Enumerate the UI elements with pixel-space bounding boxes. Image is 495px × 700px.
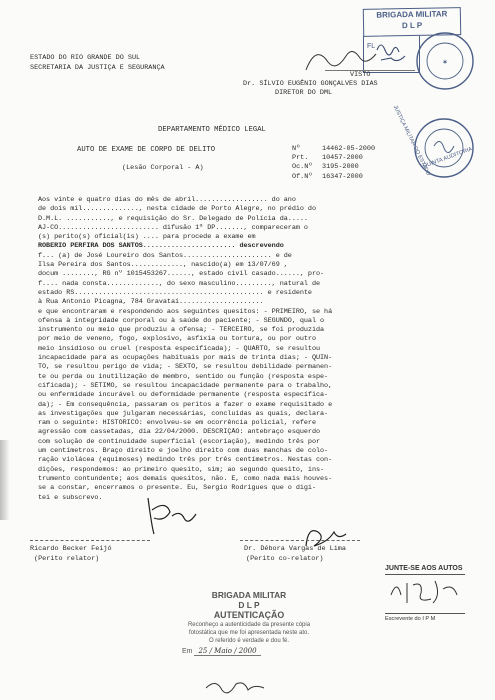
round-stamp-inner: QUINTA AUDITORIA (422, 146, 474, 170)
military-court-stamp-top (414, 30, 476, 92)
body-line: ou enfermidade incurável ou deformidade permanente (resposta específica- (38, 391, 329, 400)
document-subtitle: (Lesão Corporal - A) (122, 164, 204, 172)
relator-signature-line (30, 540, 150, 541)
co-relator-role: (Perito co-relator) (246, 555, 324, 563)
auth-date-prefix: Em (182, 648, 193, 655)
authentication-stamp (172, 590, 326, 680)
relator-role: (Perito relator) (34, 555, 100, 563)
auth-stamp-date-row (172, 646, 326, 657)
body-line: à Rua Antonio Picagna, 784 Gravataí..................... (38, 298, 264, 307)
juntese-handwriting (385, 575, 465, 609)
auth-stamp-heading: AUTENTICAÇÃO (213, 610, 285, 620)
reference-row: Nº 14462-05-2000 (292, 145, 376, 153)
juntese-title: JUNTE-SE AOS AUTOS (385, 564, 465, 575)
body-line: tei e subscrevo. (38, 493, 103, 502)
reference-numbers (292, 145, 375, 182)
auth-date-value: 25 / Maio / 2000 (194, 647, 260, 656)
copy-edge-shadow (0, 440, 10, 520)
body-line: docum ........, RG nº 1015453267......, estado civil casado......, pro- (38, 270, 325, 279)
body-line: estado RS............................................... e residente (38, 288, 312, 297)
juntese-footer: Escrevente do I P M (385, 613, 465, 624)
director-signature (300, 40, 390, 80)
body-line: e que encontraram e respondendo aos seguintes quesitos: - PRIMEIRO, se há (38, 307, 333, 316)
reference-row: Of.Nº 16347-2000 (292, 172, 363, 181)
body-line: ração violácea (equimoses) medindo três por três centímetros. Nestas con- (38, 456, 333, 465)
body-line: com solução de continuidade superficial (escoriação), medindo três por (38, 437, 321, 446)
body-line: ofensa à integridade corporal ou à saúde do paciente; - SEGUNDO, qual o (38, 316, 325, 325)
body-line: instrumento ou meio que produziu a ofensa; - TERCEIRO, se foi produzida (38, 326, 325, 335)
auth-stamp-text1: Reconheço a autenticidade da presente cópia (187, 622, 311, 628)
exam-body-text (38, 196, 478, 503)
body-line: se a constar, encerramos o presente. Eu, Sergio Rodrigues que o digi- (38, 484, 316, 493)
body-line: te ou perda ou inutilização de membro, sentido ou função (resposta espe- (38, 372, 329, 381)
body-line: ram o seguinte: HISTÓRICO: envolveu-se em ocorrência policial, refere (38, 419, 316, 428)
body-line: por meio de veneno, fogo, explosivo, asfixia ou tortura, ou por outro (38, 335, 316, 344)
visto-label: VISTO (350, 71, 371, 79)
body-line: de dois mil.............., nesta cidade de Porto Alegre, no prédio do (38, 205, 316, 214)
body-line: Ilsa Pereira dos Santos............., nascido(a) em 13/07/69 , (38, 261, 288, 270)
body-line: um centímetros. Braço direito e joelho direito com duas manchas de colo- (38, 447, 329, 456)
auth-stamp-text3: O referido é verdade e dou fé. (208, 638, 290, 644)
reference-row: Prt. 10457-2000 (292, 154, 363, 163)
body-line: dições, respondemos: ao primeiro quesito, sim; ao segundo quesito, ins- (38, 465, 325, 474)
secretariat-line: SECRETARIA DA JUSTIÇA E SEGURANÇA (30, 64, 165, 72)
body-line: cificada); - SÉTIMO, se resultou incapacidade permanente para o trabalho, (38, 381, 333, 390)
auth-stamp-line2: D L P (238, 600, 260, 610)
corner-stamp-subtitle: D L P (401, 20, 423, 31)
patient-name-line: ROBERIO PERFIRA DOS SANTOS....................... descrevendo (38, 242, 284, 251)
body-line: f... (a) de José Loureiro dos Santos...................... e de (38, 251, 292, 260)
body-line: f.... nada consta............., do sexo masculino........., natural de (38, 279, 321, 288)
body-line: TO, se resultou perigo de vida; - SEXTO, se resultou debilidade permanen- (38, 363, 333, 372)
approver-role: DIRETOR DO DML (275, 89, 333, 97)
body-line: agressão com cassetadas, dia 22/04/2000. DESCRIÇÃO: antebraço esquerdo (38, 428, 321, 437)
reference-row: Oc.Nº 3195-2000 (292, 163, 359, 172)
body-line: incapacidade para as ocupações habituais por mais de trinta dias; - QUIN- (38, 354, 333, 363)
body-line: AJ-CO......................... difusão 1ª DP......., compareceram o (38, 223, 308, 232)
body-line: trumento contundente; aos demais quesitos, não. E, como nada mais houves- (38, 474, 333, 483)
body-line: as investigações que julgaram necessárias, concluídas as quais, declara- (38, 409, 329, 418)
body-line: (s) perito(s) oficial(is) .... para procede a exame em (38, 233, 256, 242)
auth-stamp-text2: fotostática que me foi apresentada neste ato. (188, 630, 310, 636)
auth-stamp-line1: BRIGADA MILITAR (211, 590, 287, 600)
co-relator-name: Dr. Débora Vargas de Lima (244, 545, 346, 553)
round-stamp-ring: JUSTIÇA MILITAR DO ESTADO (391, 104, 432, 177)
auth-stamp-signature (202, 676, 272, 696)
corner-stamp-title: BRIGADA MILITAR (376, 9, 448, 20)
juntese-stamp (385, 564, 465, 622)
relator-signature (140, 490, 200, 540)
body-line: D.M.L. ..........., e requisição do Sr. Delegado de Polícia da..... (38, 214, 308, 223)
department-heading: DEPARTAMENTO MÉDICO LEGAL (158, 126, 266, 134)
body-line: Aos vinte e quatro dias do mês de abril.................. do ano (38, 196, 296, 204)
document-title: AUTO DE EXAME DE CORPO DE DELITO (77, 146, 216, 154)
body-line: meio insidioso ou cruel (resposta especificada); - QUARTO, se resultou (38, 344, 321, 353)
body-line: da); - Em consequência, passaram os peritos a fazer o exame requisitado e (38, 400, 333, 409)
state-line: ESTADO DO RIO GRANDE DO SUL (30, 54, 141, 62)
svg-text:✶: ✶ (442, 60, 448, 66)
co-relator-signature-line (240, 540, 360, 541)
approver-name: Dr. SÍLVIO EUGÊNIO GONÇALVES DIAS (243, 80, 378, 88)
corner-stamp-fl-label: FL (367, 43, 376, 50)
relator-name: Ricardo Becker Feijó (30, 545, 112, 553)
